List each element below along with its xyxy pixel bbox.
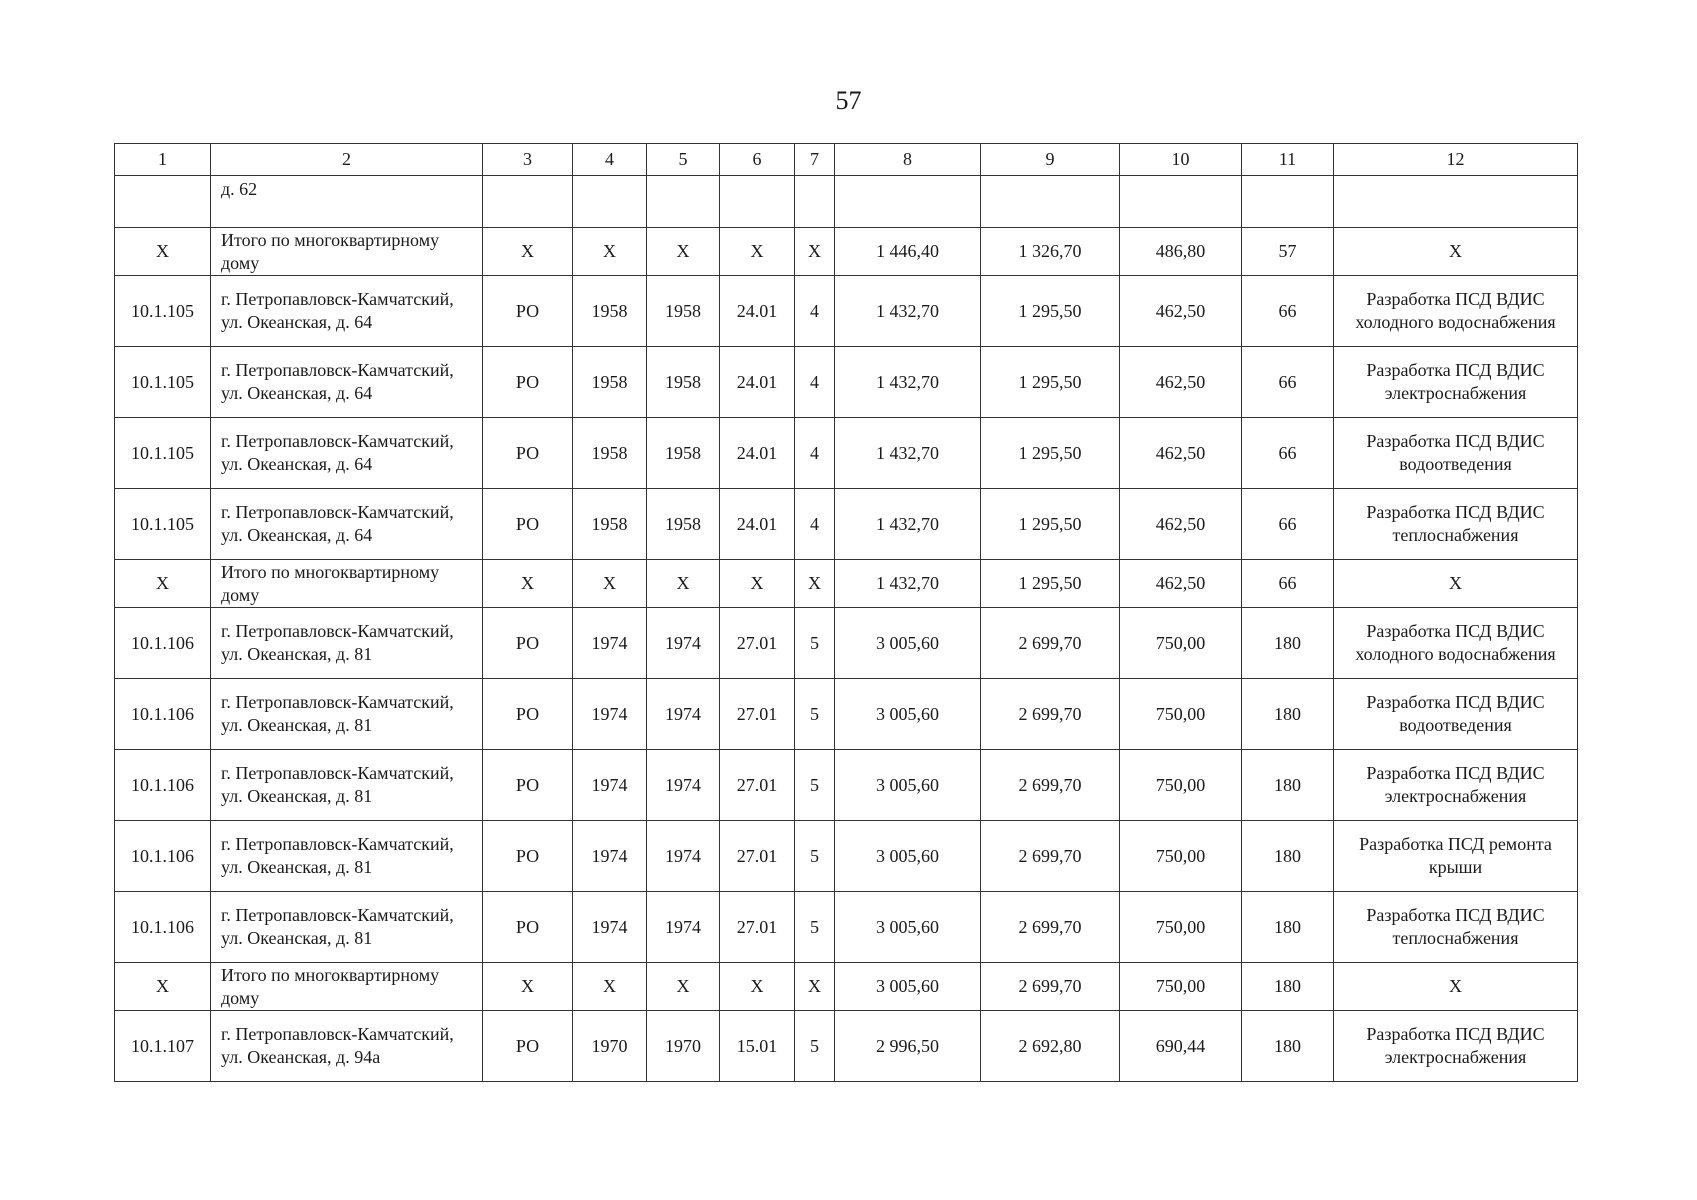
cell-col7: X <box>795 560 835 608</box>
cell-empty <box>573 176 647 228</box>
cell-number: 10.1.106 <box>115 608 211 679</box>
cell-number: 10.1.105 <box>115 418 211 489</box>
cell-col6: 24.01 <box>720 489 795 560</box>
cell-col10: 750,00 <box>1120 750 1242 821</box>
cell-col10: 462,50 <box>1120 418 1242 489</box>
cell-col10: 750,00 <box>1120 821 1242 892</box>
cell-col6: 27.01 <box>720 892 795 963</box>
cell-number: 10.1.105 <box>115 489 211 560</box>
cell-col11: 180 <box>1242 1011 1334 1082</box>
housing-repair-table <box>114 143 1578 1082</box>
cell-col9: 1 326,70 <box>981 228 1120 276</box>
cell-col10: 750,00 <box>1120 963 1242 1011</box>
cell-col3: РО <box>483 892 573 963</box>
cell-col3: РО <box>483 489 573 560</box>
cell-col5: 1974 <box>647 892 720 963</box>
cell-col11: 180 <box>1242 608 1334 679</box>
total-row <box>115 560 1578 608</box>
table-row <box>115 1011 1578 1082</box>
cell-col8: 3 005,60 <box>835 892 981 963</box>
cell-col8: 3 005,60 <box>835 821 981 892</box>
cell-col4: 1958 <box>573 418 647 489</box>
cell-work-type: Разработка ПСД ВДИС электроснабжения <box>1334 347 1578 418</box>
table-row <box>115 418 1578 489</box>
cell-col4: 1958 <box>573 276 647 347</box>
cell-col3: X <box>483 560 573 608</box>
cell-col5: 1974 <box>647 608 720 679</box>
cell-col7: X <box>795 963 835 1011</box>
cell-col11: 66 <box>1242 489 1334 560</box>
cell-col11: 66 <box>1242 276 1334 347</box>
cell-col6: 27.01 <box>720 821 795 892</box>
cell-col10: 750,00 <box>1120 679 1242 750</box>
page-number: 57 <box>835 86 862 115</box>
cell-col6: X <box>720 228 795 276</box>
cell-number: 10.1.106 <box>115 679 211 750</box>
cell-col5: 1974 <box>647 821 720 892</box>
cell-col5: 1958 <box>647 347 720 418</box>
cell-address: г. Петропавловск-Камчатский, ул. Океанская, д. 64 <box>211 489 483 560</box>
cell-col4: X <box>573 560 647 608</box>
cell-col4: 1974 <box>573 821 647 892</box>
cell-col9: 1 295,50 <box>981 418 1120 489</box>
cell-col3: РО <box>483 750 573 821</box>
cell-col3: X <box>483 228 573 276</box>
cell-work-type: X <box>1334 560 1578 608</box>
cell-work-type: X <box>1334 963 1578 1011</box>
cell-empty <box>1242 176 1334 228</box>
cell-col9: 2 699,70 <box>981 750 1120 821</box>
cell-col7: 4 <box>795 347 835 418</box>
cell-col8: 3 005,60 <box>835 963 981 1011</box>
cell-address: г. Петропавловск-Камчатский, ул. Океанская, д. 64 <box>211 276 483 347</box>
cell-col11: 180 <box>1242 821 1334 892</box>
table-row <box>115 821 1578 892</box>
cell-address: г. Петропавловск-Камчатский, ул. Океанская, д. 81 <box>211 821 483 892</box>
cell-col8: 3 005,60 <box>835 750 981 821</box>
cell-col4: 1958 <box>573 347 647 418</box>
cell-number: 10.1.106 <box>115 892 211 963</box>
table-row <box>115 679 1578 750</box>
cell-col9: 1 295,50 <box>981 347 1120 418</box>
cell-col8: 1 432,70 <box>835 418 981 489</box>
cell-col9: 1 295,50 <box>981 276 1120 347</box>
cell-col5: X <box>647 228 720 276</box>
cell-work-type: Разработка ПСД ВДИС электроснабжения <box>1334 1011 1578 1082</box>
cell-work-type: Разработка ПСД ВДИС теплоснабжения <box>1334 489 1578 560</box>
cell-col7: X <box>795 228 835 276</box>
cell-col5: 1958 <box>647 276 720 347</box>
cell-empty <box>483 176 573 228</box>
cell-work-type: Разработка ПСД ВДИС водоотведения <box>1334 418 1578 489</box>
cell-col8: 2 996,50 <box>835 1011 981 1082</box>
cell-col7: 5 <box>795 1011 835 1082</box>
cell-col8: 1 446,40 <box>835 228 981 276</box>
column-number-row <box>115 144 1578 176</box>
cell-col9: 2 699,70 <box>981 821 1120 892</box>
cell-col3: РО <box>483 347 573 418</box>
cell-number: X <box>115 228 211 276</box>
table-row <box>115 750 1578 821</box>
table-row <box>115 608 1578 679</box>
cell-col6: 27.01 <box>720 608 795 679</box>
cell-col6: 24.01 <box>720 347 795 418</box>
cell-col4: 1974 <box>573 679 647 750</box>
cell-col6: X <box>720 560 795 608</box>
cell-col5: 1974 <box>647 750 720 821</box>
cell-empty <box>647 176 720 228</box>
cell-address: Итого по многоквартирному дому <box>211 228 483 276</box>
column-header: 5 <box>647 144 720 176</box>
cell-col3: РО <box>483 608 573 679</box>
cell-col9: 2 699,70 <box>981 892 1120 963</box>
cell-number: 10.1.105 <box>115 347 211 418</box>
cell-col10: 462,50 <box>1120 347 1242 418</box>
cell-work-type: Разработка ПСД ВДИС холодного водоснабжения <box>1334 608 1578 679</box>
cell-col5: 1958 <box>647 418 720 489</box>
cell-number: X <box>115 560 211 608</box>
cell-col6: 27.01 <box>720 679 795 750</box>
column-header: 2 <box>211 144 483 176</box>
cell-col7: 5 <box>795 892 835 963</box>
cell-col4: 1974 <box>573 750 647 821</box>
cell-number: 10.1.105 <box>115 276 211 347</box>
cell-col6: X <box>720 963 795 1011</box>
column-header: 12 <box>1334 144 1578 176</box>
cell-empty <box>720 176 795 228</box>
cell-col3: РО <box>483 679 573 750</box>
cell-work-type: Разработка ПСД ремонта крыши <box>1334 821 1578 892</box>
cell-col10: 462,50 <box>1120 276 1242 347</box>
cell-col11: 57 <box>1242 228 1334 276</box>
cell-address: г. Петропавловск-Камчатский, ул. Океанская, д. 64 <box>211 347 483 418</box>
cell-col6: 15.01 <box>720 1011 795 1082</box>
cell-col3: РО <box>483 821 573 892</box>
cell-col10: 486,80 <box>1120 228 1242 276</box>
cell-col11: 180 <box>1242 750 1334 821</box>
cell-col9: 1 295,50 <box>981 560 1120 608</box>
cell-col9: 2 699,70 <box>981 963 1120 1011</box>
cell-col11: 66 <box>1242 560 1334 608</box>
cell-col11: 66 <box>1242 418 1334 489</box>
cell-col9: 2 699,70 <box>981 608 1120 679</box>
cell-address: Итого по многоквартирному дому <box>211 560 483 608</box>
cell-col6: 24.01 <box>720 418 795 489</box>
cell-col11: 66 <box>1242 347 1334 418</box>
cell-col10: 690,44 <box>1120 1011 1242 1082</box>
cell-col10: 750,00 <box>1120 892 1242 963</box>
cell-col5: X <box>647 963 720 1011</box>
cell-col3: X <box>483 963 573 1011</box>
continuation-row <box>115 176 1578 228</box>
cell-col4: 1974 <box>573 892 647 963</box>
cell-col4: 1958 <box>573 489 647 560</box>
cell-address: г. Петропавловск-Камчатский, ул. Океанская, д. 81 <box>211 608 483 679</box>
cell-empty <box>835 176 981 228</box>
cell-work-type: Разработка ПСД ВДИС электроснабжения <box>1334 750 1578 821</box>
cell-col6: 24.01 <box>720 276 795 347</box>
cell-col7: 4 <box>795 276 835 347</box>
cell-address: г. Петропавловск-Камчатский, ул. Океанская, д. 94а <box>211 1011 483 1082</box>
cell-col7: 4 <box>795 418 835 489</box>
column-header: 10 <box>1120 144 1242 176</box>
cell-col3: РО <box>483 1011 573 1082</box>
column-header: 1 <box>115 144 211 176</box>
column-header: 4 <box>573 144 647 176</box>
cell-col11: 180 <box>1242 963 1334 1011</box>
table-row <box>115 347 1578 418</box>
cell-empty <box>115 176 211 228</box>
cell-address: г. Петропавловск-Камчатский, ул. Океанская, д. 81 <box>211 679 483 750</box>
cell-number: 10.1.107 <box>115 1011 211 1082</box>
total-row <box>115 228 1578 276</box>
column-header: 11 <box>1242 144 1334 176</box>
cell-col9: 2 692,80 <box>981 1011 1120 1082</box>
cell-col8: 1 432,70 <box>835 489 981 560</box>
cell-number: 10.1.106 <box>115 750 211 821</box>
cell-col8: 1 432,70 <box>835 347 981 418</box>
cell-col7: 5 <box>795 821 835 892</box>
cell-col7: 4 <box>795 489 835 560</box>
column-header: 9 <box>981 144 1120 176</box>
cell-col10: 462,50 <box>1120 560 1242 608</box>
column-header: 7 <box>795 144 835 176</box>
column-header: 8 <box>835 144 981 176</box>
cell-col4: 1974 <box>573 608 647 679</box>
cell-empty <box>1334 176 1578 228</box>
cell-work-type: Разработка ПСД ВДИС холодного водоснабжения <box>1334 276 1578 347</box>
cell-address: Итого по многоквартирному дому <box>211 963 483 1011</box>
table-row <box>115 489 1578 560</box>
cell-empty <box>1120 176 1242 228</box>
cell-col3: РО <box>483 418 573 489</box>
cell-col8: 1 432,70 <box>835 560 981 608</box>
table-body <box>115 144 1578 1082</box>
cell-col5: 1970 <box>647 1011 720 1082</box>
cell-col7: 5 <box>795 608 835 679</box>
cell-col4: 1970 <box>573 1011 647 1082</box>
cell-address: г. Петропавловск-Камчатский, ул. Океанская, д. 81 <box>211 892 483 963</box>
cell-col8: 3 005,60 <box>835 608 981 679</box>
cell-col4: X <box>573 963 647 1011</box>
cell-address: д. 62 <box>211 176 483 228</box>
cell-col8: 3 005,60 <box>835 679 981 750</box>
total-row <box>115 963 1578 1011</box>
cell-empty <box>795 176 835 228</box>
cell-col10: 462,50 <box>1120 489 1242 560</box>
column-header: 6 <box>720 144 795 176</box>
cell-number: 10.1.106 <box>115 821 211 892</box>
column-header: 3 <box>483 144 573 176</box>
cell-work-type: X <box>1334 228 1578 276</box>
cell-col3: РО <box>483 276 573 347</box>
cell-col9: 2 699,70 <box>981 679 1120 750</box>
cell-col5: 1958 <box>647 489 720 560</box>
cell-col7: 5 <box>795 679 835 750</box>
cell-address: г. Петропавловск-Камчатский, ул. Океанская, д. 64 <box>211 418 483 489</box>
cell-col5: 1974 <box>647 679 720 750</box>
cell-col8: 1 432,70 <box>835 276 981 347</box>
cell-col7: 5 <box>795 750 835 821</box>
cell-col4: X <box>573 228 647 276</box>
cell-col10: 750,00 <box>1120 608 1242 679</box>
cell-work-type: Разработка ПСД ВДИС водоотведения <box>1334 679 1578 750</box>
cell-empty <box>981 176 1120 228</box>
cell-col11: 180 <box>1242 679 1334 750</box>
cell-address: г. Петропавловск-Камчатский, ул. Океанская, д. 81 <box>211 750 483 821</box>
table-row <box>115 892 1578 963</box>
table-row <box>115 276 1578 347</box>
cell-work-type: Разработка ПСД ВДИС теплоснабжения <box>1334 892 1578 963</box>
cell-col11: 180 <box>1242 892 1334 963</box>
cell-col5: X <box>647 560 720 608</box>
cell-col9: 1 295,50 <box>981 489 1120 560</box>
cell-col6: 27.01 <box>720 750 795 821</box>
cell-number: X <box>115 963 211 1011</box>
